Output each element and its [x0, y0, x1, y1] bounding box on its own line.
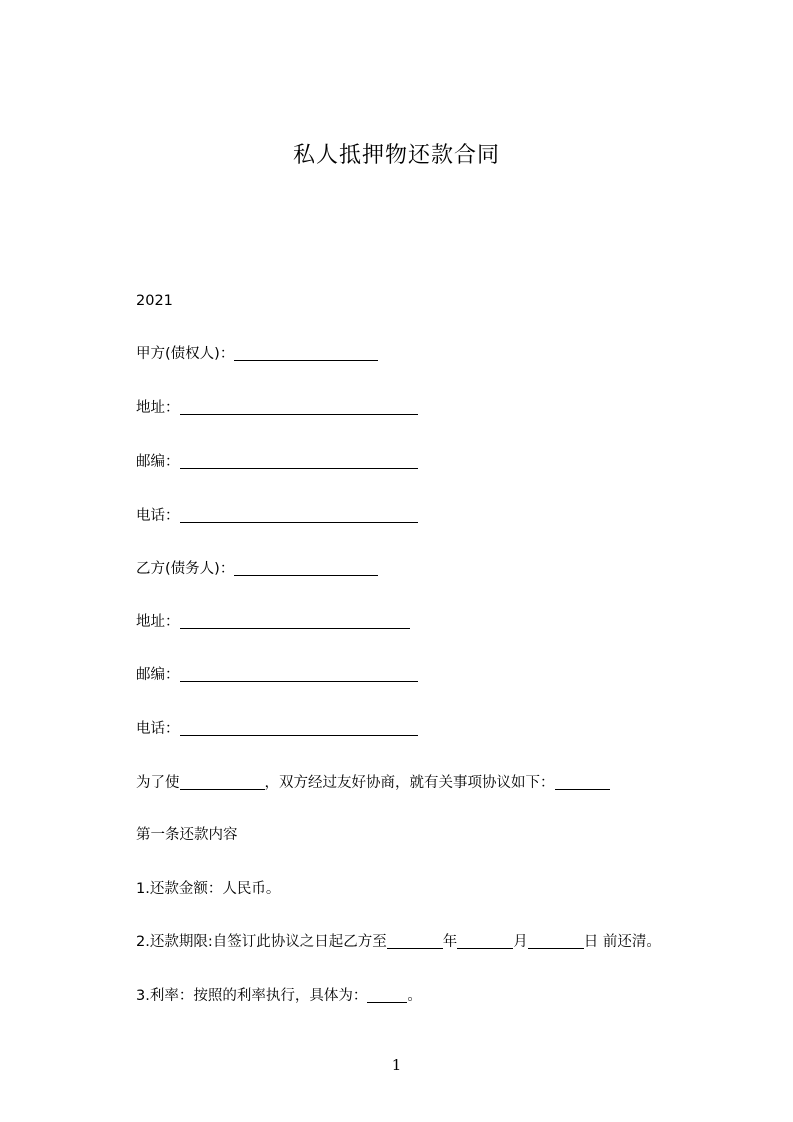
- party-a-postcode-blank[interactable]: [180, 454, 418, 469]
- item2-day-label: 日 前还清。: [583, 934, 661, 950]
- party-b-postcode-blank[interactable]: [180, 667, 418, 682]
- item3-suffix: 。: [407, 988, 422, 1004]
- intro-prefix: 为了使: [136, 775, 180, 791]
- intro-purpose-blank[interactable]: [180, 775, 265, 790]
- party-b-blank[interactable]: [234, 561, 378, 576]
- party-a-label: 甲方(债权人)：: [136, 346, 235, 362]
- party-a-phone-blank[interactable]: [180, 508, 418, 523]
- item2-month-label: 月: [513, 934, 528, 950]
- article1-heading: 第一条还款内容: [136, 827, 238, 843]
- party-a-address-blank[interactable]: [180, 400, 418, 415]
- party-a-postcode-line: [136, 452, 418, 472]
- party-a-address-line: [136, 398, 418, 418]
- item2-day-blank[interactable]: [528, 934, 584, 949]
- article1-item2: [136, 932, 661, 952]
- party-b-address-label: 地址：: [136, 614, 180, 630]
- item3-rate-blank[interactable]: [367, 988, 407, 1003]
- party-a-postcode-label: 邮编：: [136, 454, 180, 470]
- document-title: 私人抵押物还款合同: [292, 143, 500, 168]
- intro-end-blank[interactable]: [555, 775, 610, 790]
- party-b-phone-label: 电话：: [136, 721, 180, 737]
- article1-item1: 1.还款金额：人民币。: [136, 881, 281, 897]
- party-a-phone-line: [136, 506, 418, 526]
- party-b-phone-blank[interactable]: [180, 721, 418, 736]
- party-a-line: [136, 344, 378, 364]
- party-a-address-label: 地址：: [136, 400, 180, 416]
- party-b-postcode-label: 邮编：: [136, 667, 180, 683]
- page-number: 1: [391, 1056, 402, 1074]
- intro-middle: ，双方经过友好协商，就有关事项协议如下：: [264, 775, 555, 791]
- party-b-postcode-line: [136, 665, 418, 685]
- year-line: 2021: [136, 293, 173, 309]
- party-b-phone-line: [136, 719, 418, 739]
- item3-prefix: 3.利率：按照的利率执行，具体为：: [136, 988, 368, 1004]
- item2-month-blank[interactable]: [457, 934, 513, 949]
- article1-item3: [136, 986, 422, 1006]
- party-a-phone-label: 电话：: [136, 508, 180, 524]
- item2-year-blank[interactable]: [387, 934, 443, 949]
- party-b-line: [136, 559, 378, 579]
- intro-line: [136, 773, 610, 793]
- item2-year-label: 年: [442, 934, 458, 950]
- party-a-blank[interactable]: [234, 346, 378, 361]
- party-b-label: 乙方(债务人)：: [136, 561, 235, 577]
- party-b-address-blank[interactable]: [180, 614, 410, 629]
- party-b-address-line: [136, 612, 410, 632]
- item2-prefix: 2.还款期限:自签订此协议之日起乙方至: [136, 934, 387, 950]
